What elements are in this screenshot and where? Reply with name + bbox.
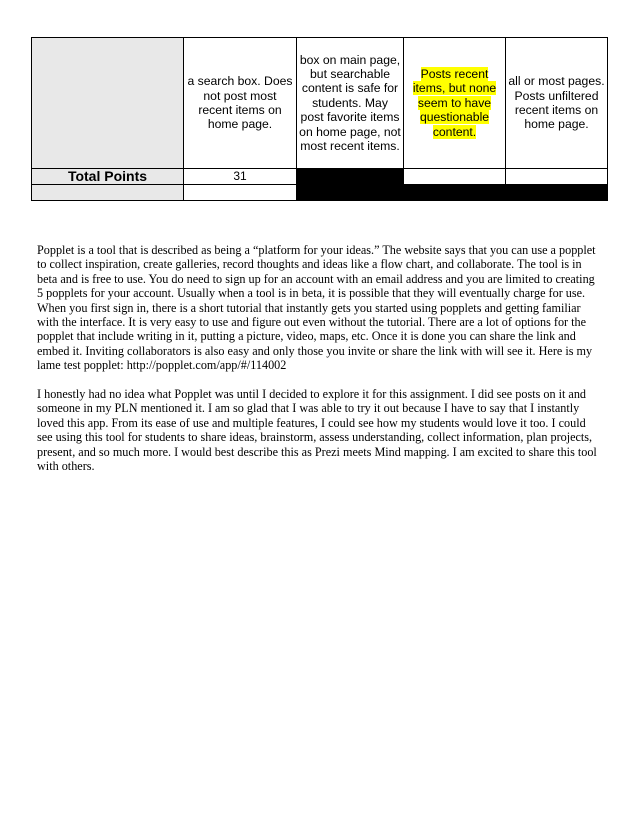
empty-cell bbox=[32, 185, 184, 201]
rubric-criteria-row bbox=[32, 38, 608, 169]
highlighted-text: Posts recent items, but none seem to have questionable content. bbox=[412, 66, 497, 139]
blacked-out-cell bbox=[297, 169, 404, 185]
paragraph-personal-reflection: I honestly had no idea what Popplet was until I decided to explore it for this assignment. I did see posts on it and someone in my PLN mentioned it. I am so glad that I was able to try it out because I have to say that I instantly loved this app. From its ease of use and multiple features, I could see how my students would love it too. I could see using this tool for students to share ideas, brainstorm, assess understanding, collect information, plan projects, present, and so much more. I would best describe this as Prezi meets Mind mapping. I am excited to share this tool with others. bbox=[37, 387, 597, 474]
rubric-blank-row bbox=[32, 185, 608, 201]
criteria-label-cell bbox=[32, 38, 184, 169]
total-points-value: 31 bbox=[184, 169, 297, 185]
empty-cell bbox=[184, 185, 297, 201]
empty-cell bbox=[506, 169, 608, 185]
blacked-out-cell bbox=[506, 185, 608, 201]
criteria-cell-3: box on main page, but searchable content is safe for students. May post favorite items on home page, not most recent items. bbox=[297, 38, 404, 169]
blacked-out-cell bbox=[404, 185, 506, 201]
rubric-total-row bbox=[32, 169, 608, 185]
rubric-table bbox=[31, 37, 608, 201]
criteria-cell-5: all or most pages. Posts unfiltered recent items on home page. bbox=[506, 38, 608, 169]
total-points-label: Total Points bbox=[32, 169, 184, 185]
blacked-out-cell bbox=[297, 185, 404, 201]
review-text bbox=[37, 243, 603, 488]
criteria-cell-2: a search box. Does not post most recent items on home page. bbox=[184, 38, 297, 169]
paragraph-popplet-description: Popplet is a tool that is described as being a “platform for your ideas.” The website says that you can use a popplet to collect inspiration, create galleries, record thoughts and ideas like a flow chart, and collaborate. The tool is in beta and is free to use. You do need to sign up for an account with an email address and you are limited to creating 5 popplets for your account. Usually when a tool is in beta, it is possible that they will eventually charge for use. When you first sign in, there is a short tutorial that instantly gets you started using popplets and getting familiar with the interface. It is very easy to use and figure out even without the tutorial. There are a lot of options for the popplet that include writing in it, putting a picture, video, maps, etc. Once it is done you can share the link and embed it. Inviting collaborators is also easy and only those you invite or share the link with will see it. Here is my lame test popplet: http://popplet.com/app/#/114002 bbox=[37, 243, 596, 373]
criteria-cell-4 bbox=[404, 38, 506, 169]
empty-cell bbox=[404, 169, 506, 185]
